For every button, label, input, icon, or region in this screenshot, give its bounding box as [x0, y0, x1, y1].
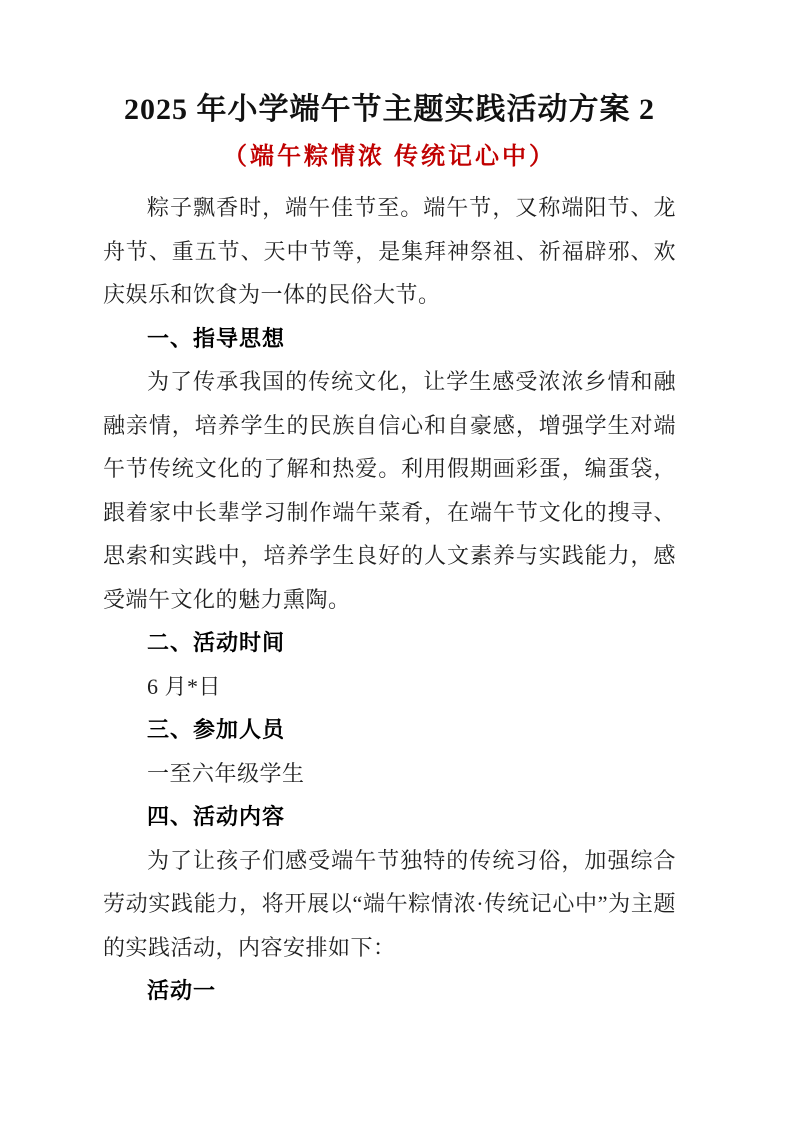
document-title: 2025 年小学端午节主题实践活动方案 2: [124, 93, 655, 126]
paragraph-intro: 粽子飘香时，端午佳节至。端午节，又称端阳节、龙舟节、重五节、天中节等，是集拜神祭祖、祈福辟邪、欢庆娱乐和饮食为一体的民俗大节。: [103, 195, 676, 307]
heading-section-1: 一、指导思想: [147, 325, 286, 351]
heading-section-4: 四、活动内容: [147, 804, 286, 829]
heading-section-3: 三、参加人员: [147, 717, 286, 742]
paragraph-guiding-ideology: 为了传承我国的传统文化，让学生感受浓浓乡情和融融亲情，培养学生的民族自信心和自豪感，增强学生对端午节传统文化的了解和热爱。利用假期画彩蛋，编蛋袋，跟着家中长辈学习制作端午菜肴，在端午节文化的搜寻、思索和实践中，培养学生良好的人文素养与实践能力，感受端午文化的魅力熏陶。: [103, 369, 676, 612]
paragraph-activity-time: 6 月*日: [147, 673, 222, 699]
heading-section-2: 二、活动时间: [147, 630, 286, 655]
heading-activity-1: 活动一: [147, 978, 217, 1003]
document-subtitle: （端午粽情浓 传统记心中）: [223, 144, 556, 170]
paragraph-participants: 一至六年级学生: [147, 760, 305, 786]
paragraph-activity-content: 为了让孩子们感受端午节独特的传统习俗，加强综合劳动实践能力，将开展以“端午粽情浓·传统记心中”为主题的实践活动，内容安排如下：: [103, 847, 676, 960]
document-body: [103, 186, 676, 1013]
